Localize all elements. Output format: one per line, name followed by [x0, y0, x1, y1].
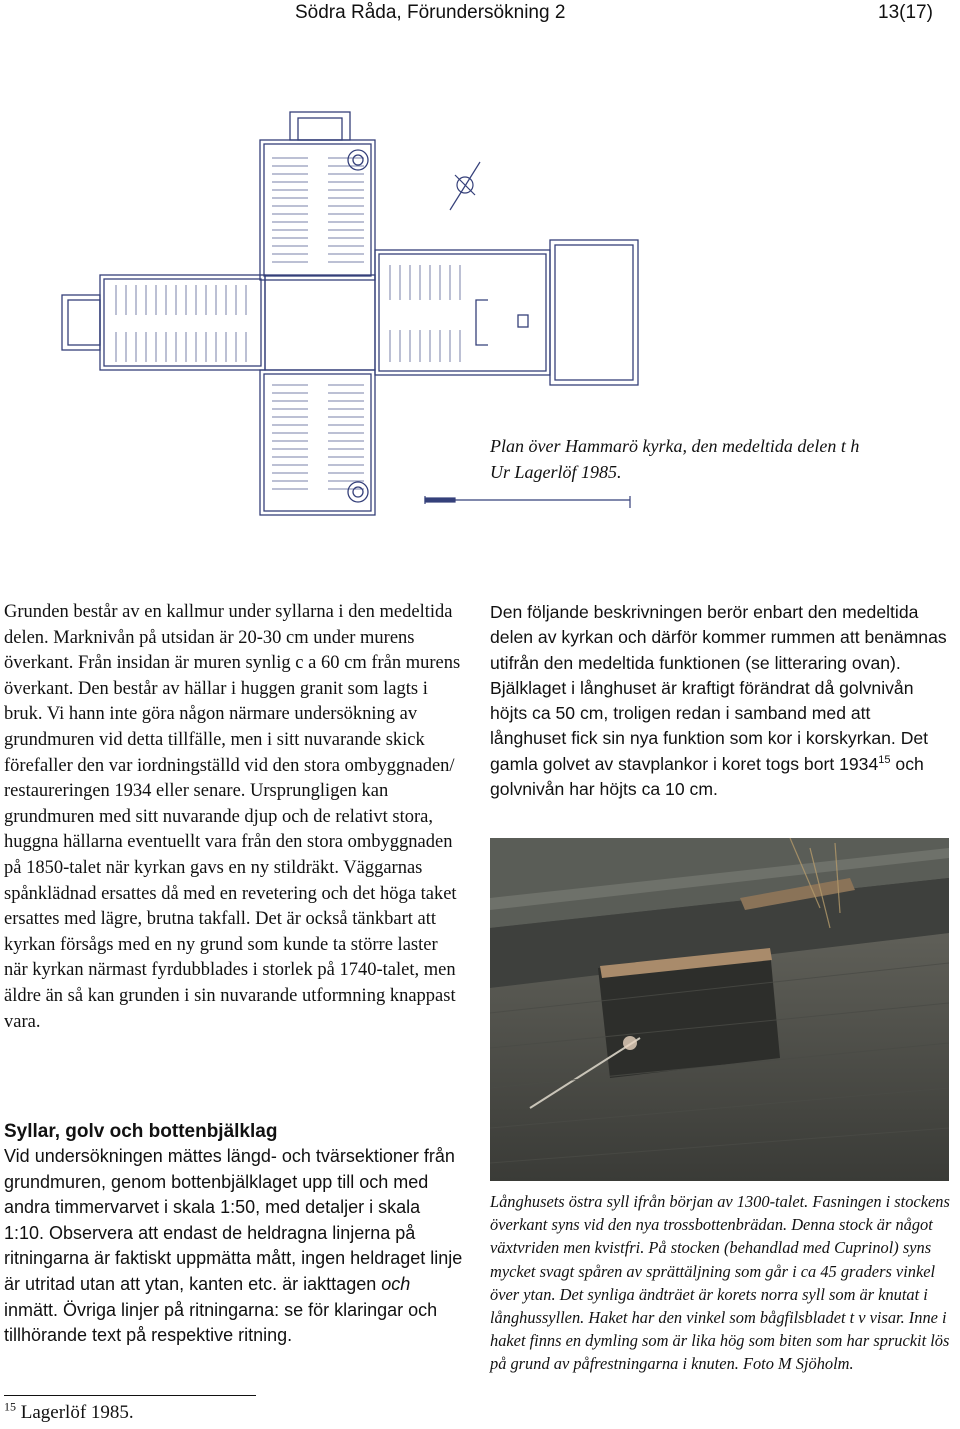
sill-photograph: [490, 838, 949, 1181]
footnote-number: 15: [4, 1399, 16, 1414]
section-italic-word: och: [381, 1273, 411, 1294]
footnote-rule: [4, 1395, 256, 1396]
plan-caption: [490, 433, 930, 485]
description-text-part-1: Den följande beskrivningen berör enbart den medeltida delen av kyrkan och därför kommer rummen att benämnas utifrån den medeltida funktionen (se litteraring ovan). Bjälklaget i långhuset är kraftigt förändrat då golvnivån höjts ca 50 cm, troligen redan i samband med att långhuset fick sin nya funktion som kor i korskyrkan. Det gamla golvet av stavplankor i koret togs bort 1934: [490, 602, 947, 774]
footnote-reference: 15: [878, 753, 891, 766]
foundation-paragraph: Grunden består av en kallmur under syllarna i den medeltida delen. Marknivån på utsidan är 20-30 cm under murens överkant. Från insidan är muren synlig c a 60 cm från murens överkant. Den består av hällar i huggen granit som lagts i bruk. Vi hann inte göra någon närmare undersökning av grundmuren vid detta tillfälle, men i sitt nuvarande skick förefaller den var iordningställd vid den stora ombyggnaden/ restaureringen 1934 eller senare. Ursprungligen kan grundmuren med sitt nuvarande djup och de relativt stora, huggna hällarna eventuellt vara från den stora ombyggnaden på 1850-talet när kyrkan gavs en ny stildräkt. Väggarnas spånklädnad ersattes då med en revetering och det höga taket ersattes med lägre, brutna takfall. Det är också tänkbart att kyrkan försågs med en ny grund som kunde ta större laster när kyrkan närmast fyrdubblades i storlek på 1740-talet, men äldre än så kan grunden i sin nuvarande utformning knappast vara.: [4, 602, 461, 1032]
footnote: [4, 1399, 134, 1424]
section-text-before-italic: Vid undersökningen mättes längd- och tvärsektioner från grundmuren, genom bottenbjälklaget upp till och med andra timmervarvet i skala 1:50, med detaljer i skala 1:10. Observera att endast de heldragna linjerna på ritningarna är faktiskt uppmätta mått, ingen heldraget linje är utritad utan att ytan, kanten etc. är iakttagen: [4, 1146, 463, 1294]
plan-caption-line-2: Ur Lagerlöf 1985.: [490, 462, 622, 482]
footnote-text: Lagerlöf 1985.: [16, 1402, 134, 1423]
photo-caption: Långhusets östra syll ifrån början av 1300-talet. Fasningen i stockens överkant syns vid den nya trossbottenbrädan. Denna stock är något växtvriden men kvistfri. På stocken (behandlad med Cuprinol) syns mycket svagt spåren av sprättäljning som går i ca 45 graders vinkel över ytan. Det synliga ändträet är korets norra syll som är knutat i långhussyllen. Haket har den vinkel som bågfilsbladet t v visar. Inne i haket finns en dymling som är lika hög som biten som har spruckit lös på grund av påfrestningarna i knuten. Foto M Sjöholm.: [490, 1192, 950, 1374]
section-sills-floors: [4, 1120, 464, 1349]
section-text-after-italic: inmätt. Övriga linjer på ritningarna: se för klaringar och tillhörande text på respektive ritning.: [4, 1299, 438, 1346]
section-heading: Syllar, golv och bottenbjälklag: [4, 1121, 278, 1142]
description-paragraph: [490, 600, 950, 802]
description-text-part-2: och golvnivån har höjts ca 10 cm.: [490, 753, 924, 800]
running-header-title: Södra Råda, Förundersökning 2: [295, 2, 566, 23]
section-body: [4, 1144, 464, 1349]
plan-caption-line-1: Plan över Hammarö kyrka, den medeltida delen t h: [490, 436, 860, 456]
page-number: 13(17): [878, 2, 933, 23]
